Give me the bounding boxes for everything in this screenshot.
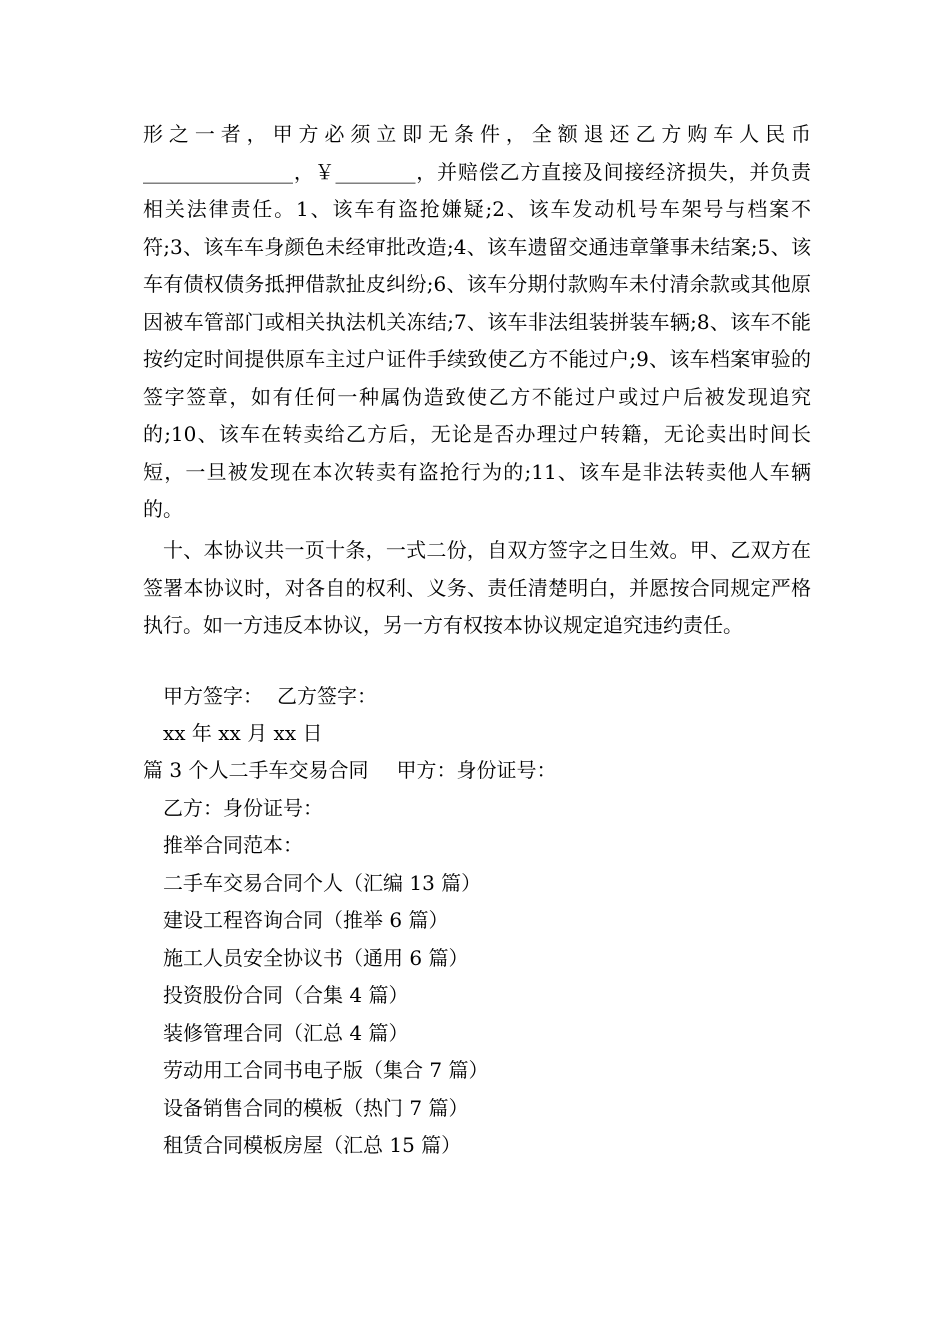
signature-date: xx 年 xx 月 xx 日 <box>163 721 323 745</box>
recommend-item[interactable]: 劳动用工合同书电子版（集合 7 篇） <box>163 1058 489 1082</box>
party-a-id-label: 甲方：身份证号： <box>396 758 557 782</box>
section-3-title: 篇 3 个人二手车交易合同 <box>143 758 369 782</box>
recommend-item[interactable]: 装修管理合同（汇总 4 篇） <box>163 1021 409 1045</box>
recommend-item[interactable]: 二手车交易合同个人（汇编 13 篇） <box>163 871 482 895</box>
recommend-item[interactable]: 施工人员安全协议书（通用 6 篇） <box>163 946 469 970</box>
party-b-signature-label: 乙方签字： <box>277 684 377 708</box>
party-a-signature-label: 甲方签字： <box>163 684 263 708</box>
party-b-id-label: 乙方：身份证号： <box>163 796 323 820</box>
section-3-header <box>143 752 556 790</box>
signature-line <box>163 678 377 716</box>
clause-9-continuation: 形之一者，甲方必须立即无条件，全额退还乙方购车人民币_______________，￥________，并赔偿乙方直接及间接经济损失，并负责相关法律责任。1、该车有盗抢嫌疑;2、该车发动机号车架号与档案不符;3、该车车身颜色未经审批改造;4、该车遗留交通违章肇事未结案;5、该车有债权债务抵押借款扯皮纠纷;6、该车分期付款购车未付清余款或其他原因被车管部门或相关执法机关冻结;7、该车非法组装拼装车辆;8、该车不能按约定时间提供原车主过户证件手续致使乙方不能过户;9、该车档案审验的签字签章，如有任何一种属伪造致使乙方不能过户或过户后被发现追究的;10、该车在转卖给乙方后，无论是否办理过户转籍，无论卖出时间长短，一旦被发现在本次转卖有盗抢行为的;11、该车是非法转卖他人车辆的。 <box>143 122 811 521</box>
recommend-item[interactable]: 设备销售合同的模板（热门 7 篇） <box>163 1096 469 1120</box>
recommend-item[interactable]: 租赁合同模板房屋（汇总 15 篇） <box>163 1133 462 1157</box>
clause-10: 十、本协议共一页十条，一式二份，自双方签字之日生效。甲、乙双方在签署本协议时，对各自的权利、义务、责任清楚明白，并愿按合同规定严格执行。如一方违反本协议，另一方有权按本协议规定追究违约责任。 <box>143 538 811 637</box>
recommend-item[interactable]: 投资股份合同（合集 4 篇） <box>163 983 409 1007</box>
recommend-item[interactable]: 建设工程咨询合同（推举 6 篇） <box>163 908 449 932</box>
recommend-heading: 推举合同范本： <box>163 833 303 857</box>
